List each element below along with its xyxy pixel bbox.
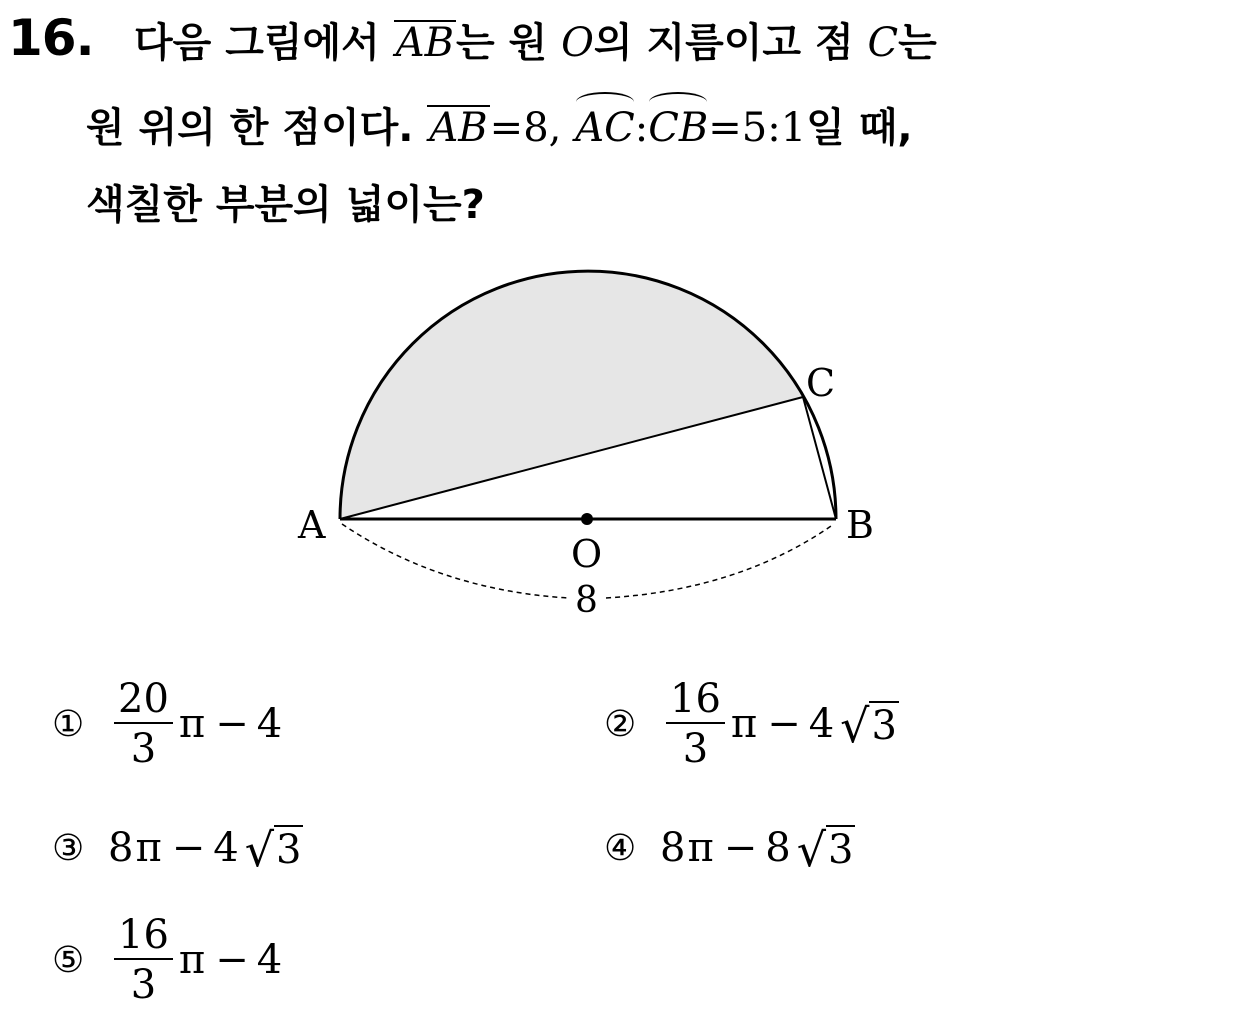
constant-term: 4 [213,825,239,871]
choice-3[interactable] [52,823,303,877]
radical-sign: √ [244,823,275,877]
choice-marker: ① [52,703,85,745]
square-root [796,823,856,877]
shaded-region [340,273,803,519]
question-text-line-1 [134,15,937,71]
choice-1[interactable] [52,678,282,770]
minus-sign: − [723,825,758,871]
question-text: 의 지름이고 점 [593,20,868,66]
radicand: 3 [276,827,302,873]
constant-term: 8 [765,825,791,871]
choice-marker: ⑤ [52,939,85,981]
constant-term: 4 [256,937,283,983]
fraction [114,678,173,770]
fraction-numerator: 16 [114,914,173,960]
pi-symbol: π [730,701,758,747]
question-text: 원 위의 한 점이다. [86,105,428,151]
minus-sign: − [767,701,801,747]
question-number: 16. [8,9,94,67]
constant-term: 4 [808,701,835,747]
choice-marker: ④ [604,827,637,869]
radicand: 3 [828,827,854,873]
choice-5[interactable] [52,914,282,1006]
point-o-symbol: O [561,20,594,66]
question-text: 는 [898,20,937,66]
question-text-line-2 [86,100,913,156]
radical-sign: √ [796,823,827,877]
constant-term: 4 [256,701,283,747]
segment-ab: AB [395,20,454,66]
fraction-numerator: 20 [114,678,173,724]
fraction [114,914,173,1006]
fraction-numerator: 16 [666,678,725,724]
chord-cb [803,397,836,519]
square-root [244,823,304,877]
radical-sign: √ [840,699,870,753]
pi-symbol: π [178,701,206,747]
arc-cb: CB [648,100,708,156]
fraction-denominator: 3 [682,726,709,772]
semicircle-figure [280,255,920,625]
length-value: =8, [489,105,562,151]
minus-sign: − [215,937,249,983]
coefficient: 8 [660,825,686,871]
question-text: 일 때, [806,105,913,151]
label-b: B [846,503,874,547]
segment-ab: AB [429,105,488,151]
pi-symbol: π [135,825,162,871]
question-text-line-3: 색칠한 부분의 넓이는? [86,182,485,228]
pi-symbol: π [687,825,714,871]
square-root [840,699,899,753]
pi-symbol: π [178,937,206,983]
diameter-dimension-left [342,524,568,598]
ratio-value: =5:1 [708,105,807,151]
question-text: 는 원 [455,20,562,66]
fraction-denominator: 3 [130,962,157,1008]
choice-marker: ③ [52,827,85,869]
label-o: O [571,532,603,576]
label-diameter-length: 8 [575,580,598,621]
choice-4[interactable] [604,823,855,877]
minus-sign: − [171,825,206,871]
radicand: 3 [871,703,897,749]
figure-svg [280,255,920,625]
label-c: C [806,361,836,405]
choice-marker: ② [604,703,637,745]
arc-ac: AC [575,100,635,156]
center-point [581,513,593,525]
question-text: 다음 그림에서 [134,20,394,66]
coefficient: 8 [108,825,134,871]
label-a: A [298,503,326,547]
point-c-symbol: C [867,20,899,66]
fraction-denominator: 3 [130,726,157,772]
minus-sign: − [215,701,249,747]
fraction [666,678,725,770]
diameter-dimension-right [606,524,834,598]
choice-2[interactable] [604,678,899,770]
ratio-colon: : [634,105,649,151]
